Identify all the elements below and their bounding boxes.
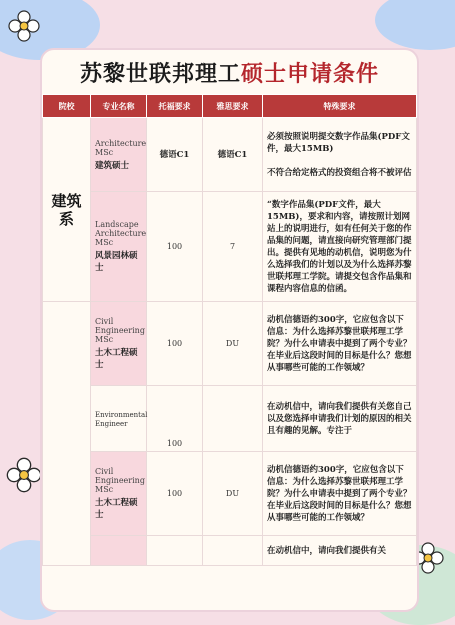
department-cell: 建筑系 [43,118,91,302]
requirements-table [42,94,417,566]
major-cell: Landscape Architecture MSc 风景园林硕士 [91,192,147,302]
flower-icon [4,455,44,495]
table-row: 建筑系 Architecture MSc 建筑硕士 德语C1 德语C1 必须按照说明提交数字作品集(PDF文件，最大15MB) 不符合给定格式的投资组合将不被评估 [43,118,417,192]
table-header-row [43,95,417,118]
major-cell [91,536,147,566]
major-cell: Civil Engineering MSc 土木工程硕士 [91,452,147,536]
flower-icon [6,8,42,44]
header-major: 专业名称 [91,95,147,118]
page-title: 苏黎世联邦理工 硕士申请条件 [79,60,380,87]
table-row: Landscape Architecture MSc 风景园林硕士 100 7 “数字作品集(PDF文件，最大15MB)，要求和内容，请按照计划网站上的说明进行，如有任何关于您的作品集的问题，请直接向研究管理部门提出。提供有见地的动机信，说明您为什么选择我们的计划以及为什么选择苏黎世联邦理工学院。请提交包含作品集和课程内容信息的信函。 [43,192,417,302]
header-school: 院校 [43,95,91,118]
table-row: Environmental Engineer 100 在动机信中，请向我们提供有关您自己以及您选择申请我们计划的原因的相关且有趣的见解。专注于 [43,386,417,452]
header-special: 特殊要求 [263,95,417,118]
table-row: Civil Engineering MSc 土木工程硕士 100 DU 动机信德语约300字，它应包含以下信息：为什么选择苏黎世联邦理工学院？为什么申请表中提到了两个专业？在毕业后这段时间的目标是什么？您想从事哪些可能的工作领域？ [43,452,417,536]
header-toefl: 托福要求 [147,95,203,118]
decor-blob-top-right [375,0,455,50]
document-sheet [40,48,419,612]
table-row: Civil Engineering MSc 土木工程硕士 100 DU 动机信德语约300字，它应包含以下信息：为什么选择苏黎世联邦理工学院？为什么申请表中提到了两个专业？在毕业后这段时间的目标是什么？您想从事哪些可能的工作领域？ [43,302,417,386]
major-cell: Environmental Engineer [91,386,147,452]
table-row: 在动机信中，请向我们提供有关 [43,536,417,566]
major-cell: Civil Engineering MSc 土木工程硕士 [91,302,147,386]
major-cell: Architecture MSc 建筑硕士 [91,118,147,192]
department-cell-empty [43,302,91,566]
header-ielts: 雅思要求 [203,95,263,118]
